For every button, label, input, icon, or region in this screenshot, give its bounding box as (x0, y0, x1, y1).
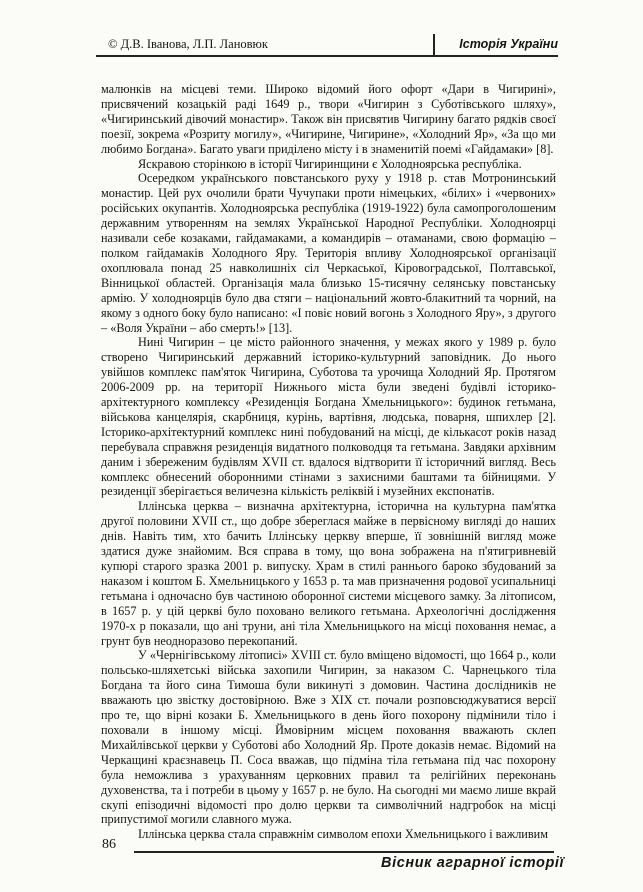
paragraph: У «Чернігівському літописі» XVIII ст. було вміщено відомості, що 1664 р., коли польсько-шляхетські війська захопили Чигирин, за наказом С. Чарнецького тіла Богдана та його сина Тимоша були викинуті з домовин. Частина дослідників не вважають цю звістку достовірною. Вже з XIX ст. почали розповсюджуватися версії про те, що вірні козаки Б. Хмельницького в день його похорону підмінили тіло і поховали в іншому місці. Ймовірним місцем поховання вважають склеп Михайлівської церкви у Суботові або Холодний Яр. Проте доказів немає. Відомий на Черкащині краєзнавець П. Соса вважав, що підміна тіла гетьмана під час похорону була неможлива з урахуванням церковних правил та релігійних переконань духовенства, та і потреби в цьому у 1657 р. не було. На сьогодні ми маємо лише вкрай скупі епізодичні відомості про долю церкви та символічний надгробок на місці припустимої могили славного мужа. (101, 648, 556, 827)
footer-journal-title: Вісник аграрної історії (381, 855, 565, 871)
page-number: 86 (102, 837, 116, 852)
paragraph: Осередком українського повстанського руху у 1918 р. став Мотронинський монастир. Цей рух очолили брати Чучупаки проти німецьких, «білих» і «червоних» російських окупантів. Холодноярська республіка (1919-1922) була самопроголошеним державним утворенням на землях Української Народної Республіки. Холодноярці називали себе козаками, гайдамаками, а командирів – отаманами, свою формацію – полком гайдамаків Холодного Яру. Територія впливу Холодноярської організації охоплювала понад 25 навколишніх сіл Черкаської, Кіровоградської, Полтавської, Вінницької областей. Організація мала близько 15-тисячну селянську повстанську армію. У холодноярців було два стяги – національний жовто-блакитний та чорний, на якому з одного боку було написано: «І повіє новий вогонь з Холодного Яру», з другого – «Воля України – або смерть!» [13]. (101, 171, 556, 335)
paragraph: Іллінська церква – визначна архітектурна, історична на культурна пам'ятка другої половини XVII ст., що добре збереглася майже в первісному вигляді до наших днів. Навіть тим, хто бачить Іллінську церкву вперше, її зовнішній вигляд може здатися дуже знайомим. Вся справа в тому, що вона зображена на п'ятигривневій купюрі старого зразка 2001 р. випуску. Храм в стилі раннього бароко збудований за наказом і коштом Б. Хмельницького у 1653 р. та мав призначення родової усипальниці гетьмана і одночасно був частиною оборонної системи місцевого замку. За літописом, в 1657 р. у цій церкві було поховано великого гетьмана. Археологічні дослідження 1970-х р показали, що ані труни, ані тіла Хмельницького на місці поховання немає, а грунт був неодноразово перекопаний. (101, 499, 556, 648)
paragraph: Іллінська церква стала справжнім символом епохи Хмельницького і важливим (138, 827, 548, 842)
paragraph: Яскравою сторінкою в історії Чигиринщини є Холодноярська республіка. (138, 156, 522, 171)
paragraph: малюнків на місцеві теми. Широко відомий його офорт «Дари в Чигирині», присвячений козацькій раді 1649 р., твори «Чигирин з Суботівського шляху», «Чигиринський дівочий монастир». Також він присвятив Чигирину багато рядків своєї поезії, зокрема «Розриту могилу», «Чигирине, Чигирине», «Холодний Яр», «За що ми любимо Богдана». Багато уваги приділено місту і в знаменитій поемі «Гайдамаки» [8]. (101, 82, 556, 156)
header-journal-title: Історія України (459, 37, 558, 51)
footer-rule (134, 851, 554, 853)
running-header (96, 34, 558, 54)
header-rule (96, 55, 558, 57)
header-authors: © Д.В. Іванова, Л.П. Лановюк (108, 37, 268, 51)
article-body (101, 82, 556, 842)
header-separator (433, 34, 435, 55)
paragraph: Нині Чигирин – це місто районного значення, у межах якого у 1989 р. було створено Чигиринський державний історико-культурний заповідник. До нього увійшов комплекс пам'яток Чигирина, Суботова та урочища Холодний Яр. Протягом 2006-2009 рр. на території Нижнього міста були зведені будівлі історико-архітектурного комплексу «Резиденція Богдана Хмельницького»: будинок гетьмана, військова канцелярія, скарбниця, курінь, вартівня, людська, поварня, шпихлер [2]. Історико-архітектурний комплекс нині побудований на місці, де кількасот років назад перебувала справжня резиденція видатного полководця та гетьмана. Завдяки архівним даним і збереженим будівлям XVII ст. вдалося відтворити її історичний вигляд. Весь комплекс обнесений оборонними стінами з захисними баштами та бійницями. У резиденції зберігається величезна кількість реліквій і музейних експонатів. (101, 335, 556, 499)
